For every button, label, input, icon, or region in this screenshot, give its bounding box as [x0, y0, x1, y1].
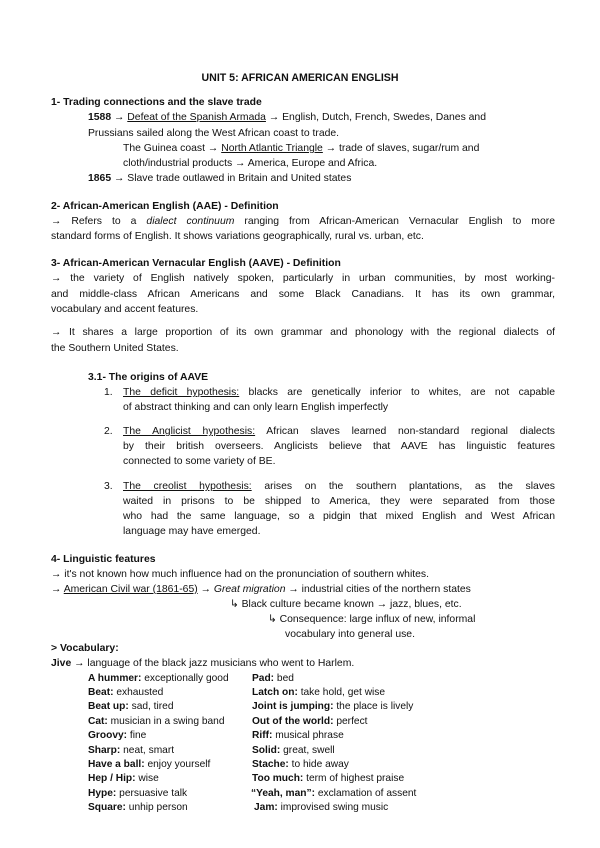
vocab-term: Pad:	[252, 673, 275, 684]
s3-p2-line-2: the Southern United States.	[51, 343, 179, 354]
origin-item-3-line-1	[123, 480, 555, 494]
deficit-term: The deficit hypothesis:	[123, 387, 240, 398]
vocab-item	[252, 744, 335, 758]
vocab-item	[252, 686, 385, 700]
vocab-def: sad, tired	[131, 701, 174, 712]
vocab-item	[88, 672, 229, 686]
origin-item-2-line-1	[123, 425, 555, 439]
origin-item-1-text: blacks are genetically inferior to whites, are not capable	[248, 387, 556, 398]
s1-line-5-rest: → Slave trade outlawed in Britain and United states	[114, 173, 352, 184]
vocab-term: Beat up:	[88, 701, 129, 712]
vocab-def: the place is lively	[336, 701, 414, 712]
origin-item-1-line-2: of abstract thinking and can only learn English imperfectly	[123, 402, 389, 413]
s4-line-5: vocabulary into general use.	[285, 629, 415, 640]
vocab-item	[88, 715, 224, 729]
vocab-item	[88, 700, 174, 714]
vocab-item	[252, 772, 404, 786]
s4-line-4: ↳ Consequence: large influx of new, informal	[268, 614, 476, 625]
vocab-item	[252, 672, 294, 686]
vocab-item	[254, 801, 388, 815]
vocab-term: “Yeah, man”:	[251, 788, 315, 799]
origin-item-3-line-3: who had the same language, so a pidgin that mixed English and West African	[123, 511, 555, 522]
creolist-term: The creolist hypothesis:	[123, 481, 252, 492]
jive-definition: → language of the black jazz musicians who went to Harlem.	[74, 658, 355, 669]
s1-line-4: cloth/industrial products → America, Europe and Africa.	[123, 158, 378, 169]
vocab-item	[252, 715, 368, 729]
arrow: →	[51, 584, 62, 595]
civil-war-text: American Civil war (1861-65)	[63, 584, 198, 595]
vocab-term: Jam:	[254, 802, 278, 813]
anglicist-term: The Anglicist hypothesis:	[123, 426, 256, 437]
s1-line-3-b: → trade of slaves, sugar/rum and	[325, 143, 480, 154]
section-3-heading: 3- African-American Vernacular English (AAVE) - Definition	[51, 258, 341, 269]
vocab-item	[251, 787, 416, 801]
atlantic-text: North Atlantic Triangle	[221, 143, 323, 154]
vocab-item	[88, 729, 146, 743]
vocab-def: exhausted	[116, 687, 164, 698]
origin-item-3-line-2: waited in prisons to be shipped to America, they were separated from those	[123, 496, 555, 507]
section-1-heading: 1- Trading connections and the slave trade	[51, 97, 262, 108]
vocab-def: neat, smart	[123, 745, 175, 756]
vocabulary-heading: > Vocabulary:	[51, 643, 119, 654]
vocab-term: Groovy:	[88, 730, 128, 741]
vocab-term: Solid:	[252, 745, 281, 756]
s4-line-3: ↳ Black culture became known → jazz, blues, etc.	[230, 599, 462, 610]
year-1865: 1865	[88, 173, 112, 184]
section-3-1-heading: 3.1- The origins of AAVE	[88, 372, 209, 383]
s2-line-2: standard forms of English. It shows variations geographically, rural vs. urban, etc.	[51, 231, 424, 242]
vocab-term: Too much:	[252, 773, 304, 784]
page-title: UNIT 5: AFRICAN AMERICAN ENGLISH	[201, 72, 399, 84]
s2-line-1	[51, 215, 555, 229]
s1-line-2: Prussians sailed along the West African coast to trade.	[88, 128, 340, 139]
vocab-term: Sharp:	[88, 745, 121, 756]
list-number-3: 3.	[104, 481, 113, 492]
vocab-term: Stache:	[252, 759, 289, 770]
origin-item-2-line-3: connected to some variety of BE.	[123, 456, 276, 467]
vocab-def: exceptionally good	[144, 673, 229, 684]
vocab-def: to hide away	[291, 759, 349, 770]
s4-line-1: → it's not known how much influence had on the pronunciation of southern whites.	[51, 569, 430, 580]
vocab-item	[88, 686, 163, 700]
jive-term: Jive	[51, 658, 72, 669]
vocab-def: perfect	[336, 716, 368, 727]
vocab-item	[88, 787, 187, 801]
s3-p1-line-2: and middle-class African Americans and some Black Canadians. It has its own grammar,	[51, 289, 555, 300]
s1-line-1	[88, 111, 486, 125]
vocab-def: exclamation of assent	[317, 788, 417, 799]
vocab-def: musical phrase	[275, 730, 344, 741]
vocab-term: A hummer:	[88, 673, 142, 684]
vocab-def: unhip person	[128, 802, 188, 813]
arrow: →	[200, 584, 211, 595]
vocab-term: Cat:	[88, 716, 108, 727]
vocab-term: Hype:	[88, 788, 117, 799]
list-number-1: 1.	[104, 387, 113, 398]
section-4-heading: 4- Linguistic features	[51, 554, 156, 565]
s2-line-1-b: ranging from African-American Vernacular English to more	[244, 216, 555, 227]
vocab-term: Riff:	[252, 730, 273, 741]
list-number-2: 2.	[104, 426, 113, 437]
vocab-item	[252, 700, 413, 714]
vocab-item	[252, 729, 344, 743]
vocab-term: Latch on:	[252, 687, 298, 698]
vocab-term: Joint is jumping:	[252, 701, 334, 712]
vocab-term: Out of the world:	[252, 716, 334, 727]
great-migration-text: Great migration	[213, 584, 286, 595]
vocab-item	[88, 772, 159, 786]
vocab-item	[252, 758, 349, 772]
s1-line-5	[88, 172, 351, 186]
s4-line-2	[51, 583, 471, 597]
armada-link-text: Defeat of the Spanish Armada	[127, 112, 266, 123]
section-2-heading: 2- African-American English (AAE) - Definition	[51, 201, 279, 212]
vocab-def: wise	[138, 773, 159, 784]
origin-item-1-line-1	[123, 386, 555, 400]
vocab-def: enjoy yourself	[147, 759, 211, 770]
vocab-def: term of highest praise	[306, 773, 405, 784]
s3-p2-line-1: → It shares a large proportion of its own grammar and phonology with the regional dialects of	[51, 327, 555, 338]
vocab-term: Square:	[88, 802, 126, 813]
vocab-term: Have a ball:	[88, 759, 145, 770]
vocab-item	[88, 801, 188, 815]
s3-p1-line-1: → the variety of English natively spoken, particularly in urban communities, by most working-	[51, 273, 555, 284]
arrow: →	[114, 112, 125, 123]
origin-item-3-line-4: language may have emerged.	[123, 526, 261, 537]
vocab-def: musician in a swing band	[110, 716, 225, 727]
vocab-def: improvised swing music	[280, 802, 389, 813]
year-1588: 1588	[88, 112, 112, 123]
vocab-item	[88, 758, 210, 772]
s1-line-3	[123, 142, 479, 156]
vocab-term: Beat:	[88, 687, 114, 698]
s4-line-2-rest: → industrial cities of the northern states	[288, 584, 471, 595]
s1-line-1-rest: → English, Dutch, French, Swedes, Danes and	[268, 112, 486, 123]
s2-line-1-a: → Refers to a	[51, 216, 137, 227]
s1-line-3-a: The Guinea coast →	[123, 143, 219, 154]
vocab-def: great, swell	[283, 745, 335, 756]
s3-p1-line-3: vocabulary and accent features.	[51, 304, 199, 315]
vocab-def: fine	[129, 730, 147, 741]
origin-item-3-text: arises on the southern plantations, as the slaves	[264, 481, 556, 492]
vocab-def: take hold, get wise	[300, 687, 386, 698]
vocab-def: bed	[276, 673, 294, 684]
dialect-continuum: dialect continuum	[146, 216, 235, 227]
vocab-term: Hep / Hip:	[88, 773, 136, 784]
origin-item-2-text: African slaves learned non-standard regional dialects	[266, 426, 555, 437]
origin-item-2-line-2: by their british overseers. Anglicists believe that AAVE has linguistic features	[123, 441, 555, 452]
vocab-item	[88, 744, 174, 758]
vocab-def: persuasive talk	[119, 788, 188, 799]
jive-line	[51, 657, 354, 671]
